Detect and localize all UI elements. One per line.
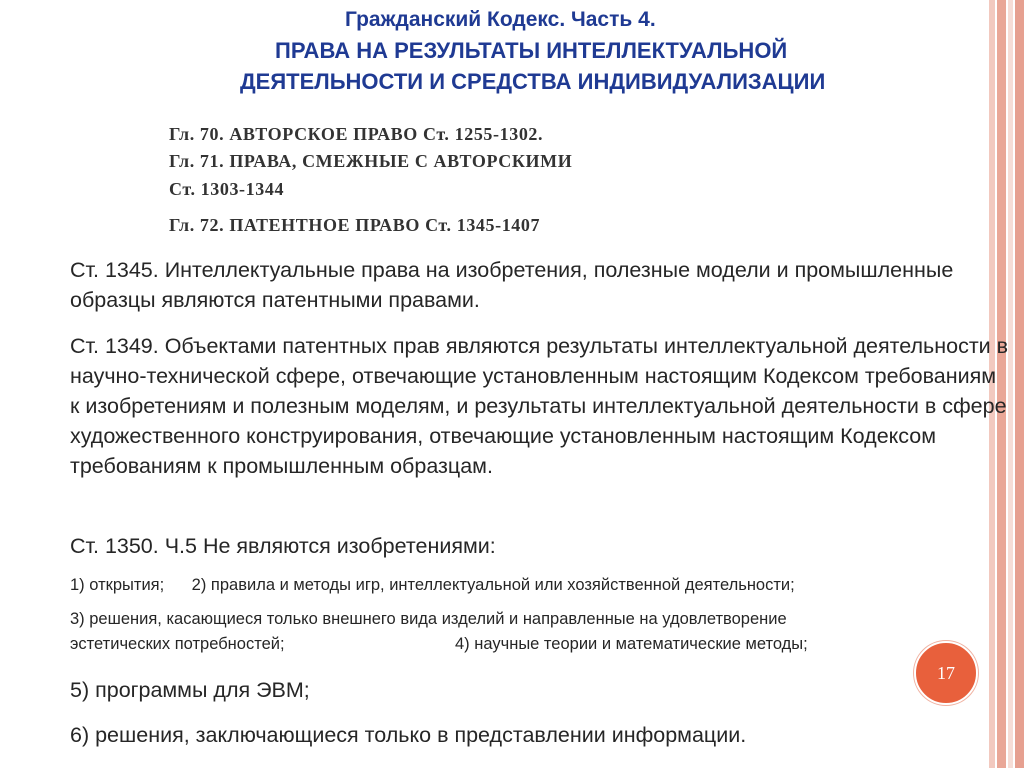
exclusion-items-1-2: 1) открытия; 2) правила и методы игр, интеллектуальной или хозяйственной деятельности;: [70, 576, 795, 594]
chapter-71: Гл. 71. ПРАВА, СМЕЖНЫЕ С АВТОРСКИМИ: [169, 151, 573, 171]
article-1350: Ст. 1350. Ч.5 Не являются изобретениями:: [70, 534, 496, 558]
exclusion-item-6: 6) решения, заключающиеся только в представлении информации.: [70, 723, 747, 747]
page-number-badge: 17: [914, 641, 978, 705]
chapter-71-articles: Ст. 1303-1344: [169, 179, 285, 199]
article-1349: Ст. 1349. Объектами патентных прав являются результаты интеллектуальной деятельности в научно-технической сфере, отвечающие установленным настоящим Кодексом требованиям к изобретениям и полезным моделям, и результаты интеллектуальной деятельности в сфере художественного конструирования, отвечающие установленным настоящим Кодексом требованиям к промышленным образцам.: [70, 334, 1009, 478]
slide-title-line-3: ДЕЯТЕЛЬНОСТИ И СРЕДСТВА ИНДИВИДУАЛИЗАЦИИ: [240, 69, 826, 94]
chapter-72: Гл. 72. ПАТЕНТНОЕ ПРАВО Ст. 1345-1407: [169, 215, 541, 235]
chapter-70: Гл. 70. АВТОРСКОЕ ПРАВО Ст. 1255-1302.: [169, 124, 544, 144]
exclusion-item-4: 4) научные теории и математические методы;: [455, 635, 808, 653]
slide-title-line-1: Гражданский Кодекс. Часть 4.: [345, 8, 656, 31]
exclusion-item-3-continued: эстетических потребностей;: [70, 635, 285, 653]
slide-title-line-2: ПРАВА НА РЕЗУЛЬТАТЫ ИНТЕЛЛЕКТУАЛЬНОЙ: [275, 38, 788, 63]
decorative-stripe: [1015, 0, 1024, 768]
exclusion-item-3: 3) решения, касающиеся только внешнего вида изделий и направленные на удовлетворение: [70, 610, 787, 628]
article-1345: Ст. 1345. Интеллектуальные права на изобретения, полезные модели и промышленные образцы являются патентными правами.: [70, 258, 954, 312]
exclusion-item-5: 5) программы для ЭВМ;: [70, 678, 310, 702]
